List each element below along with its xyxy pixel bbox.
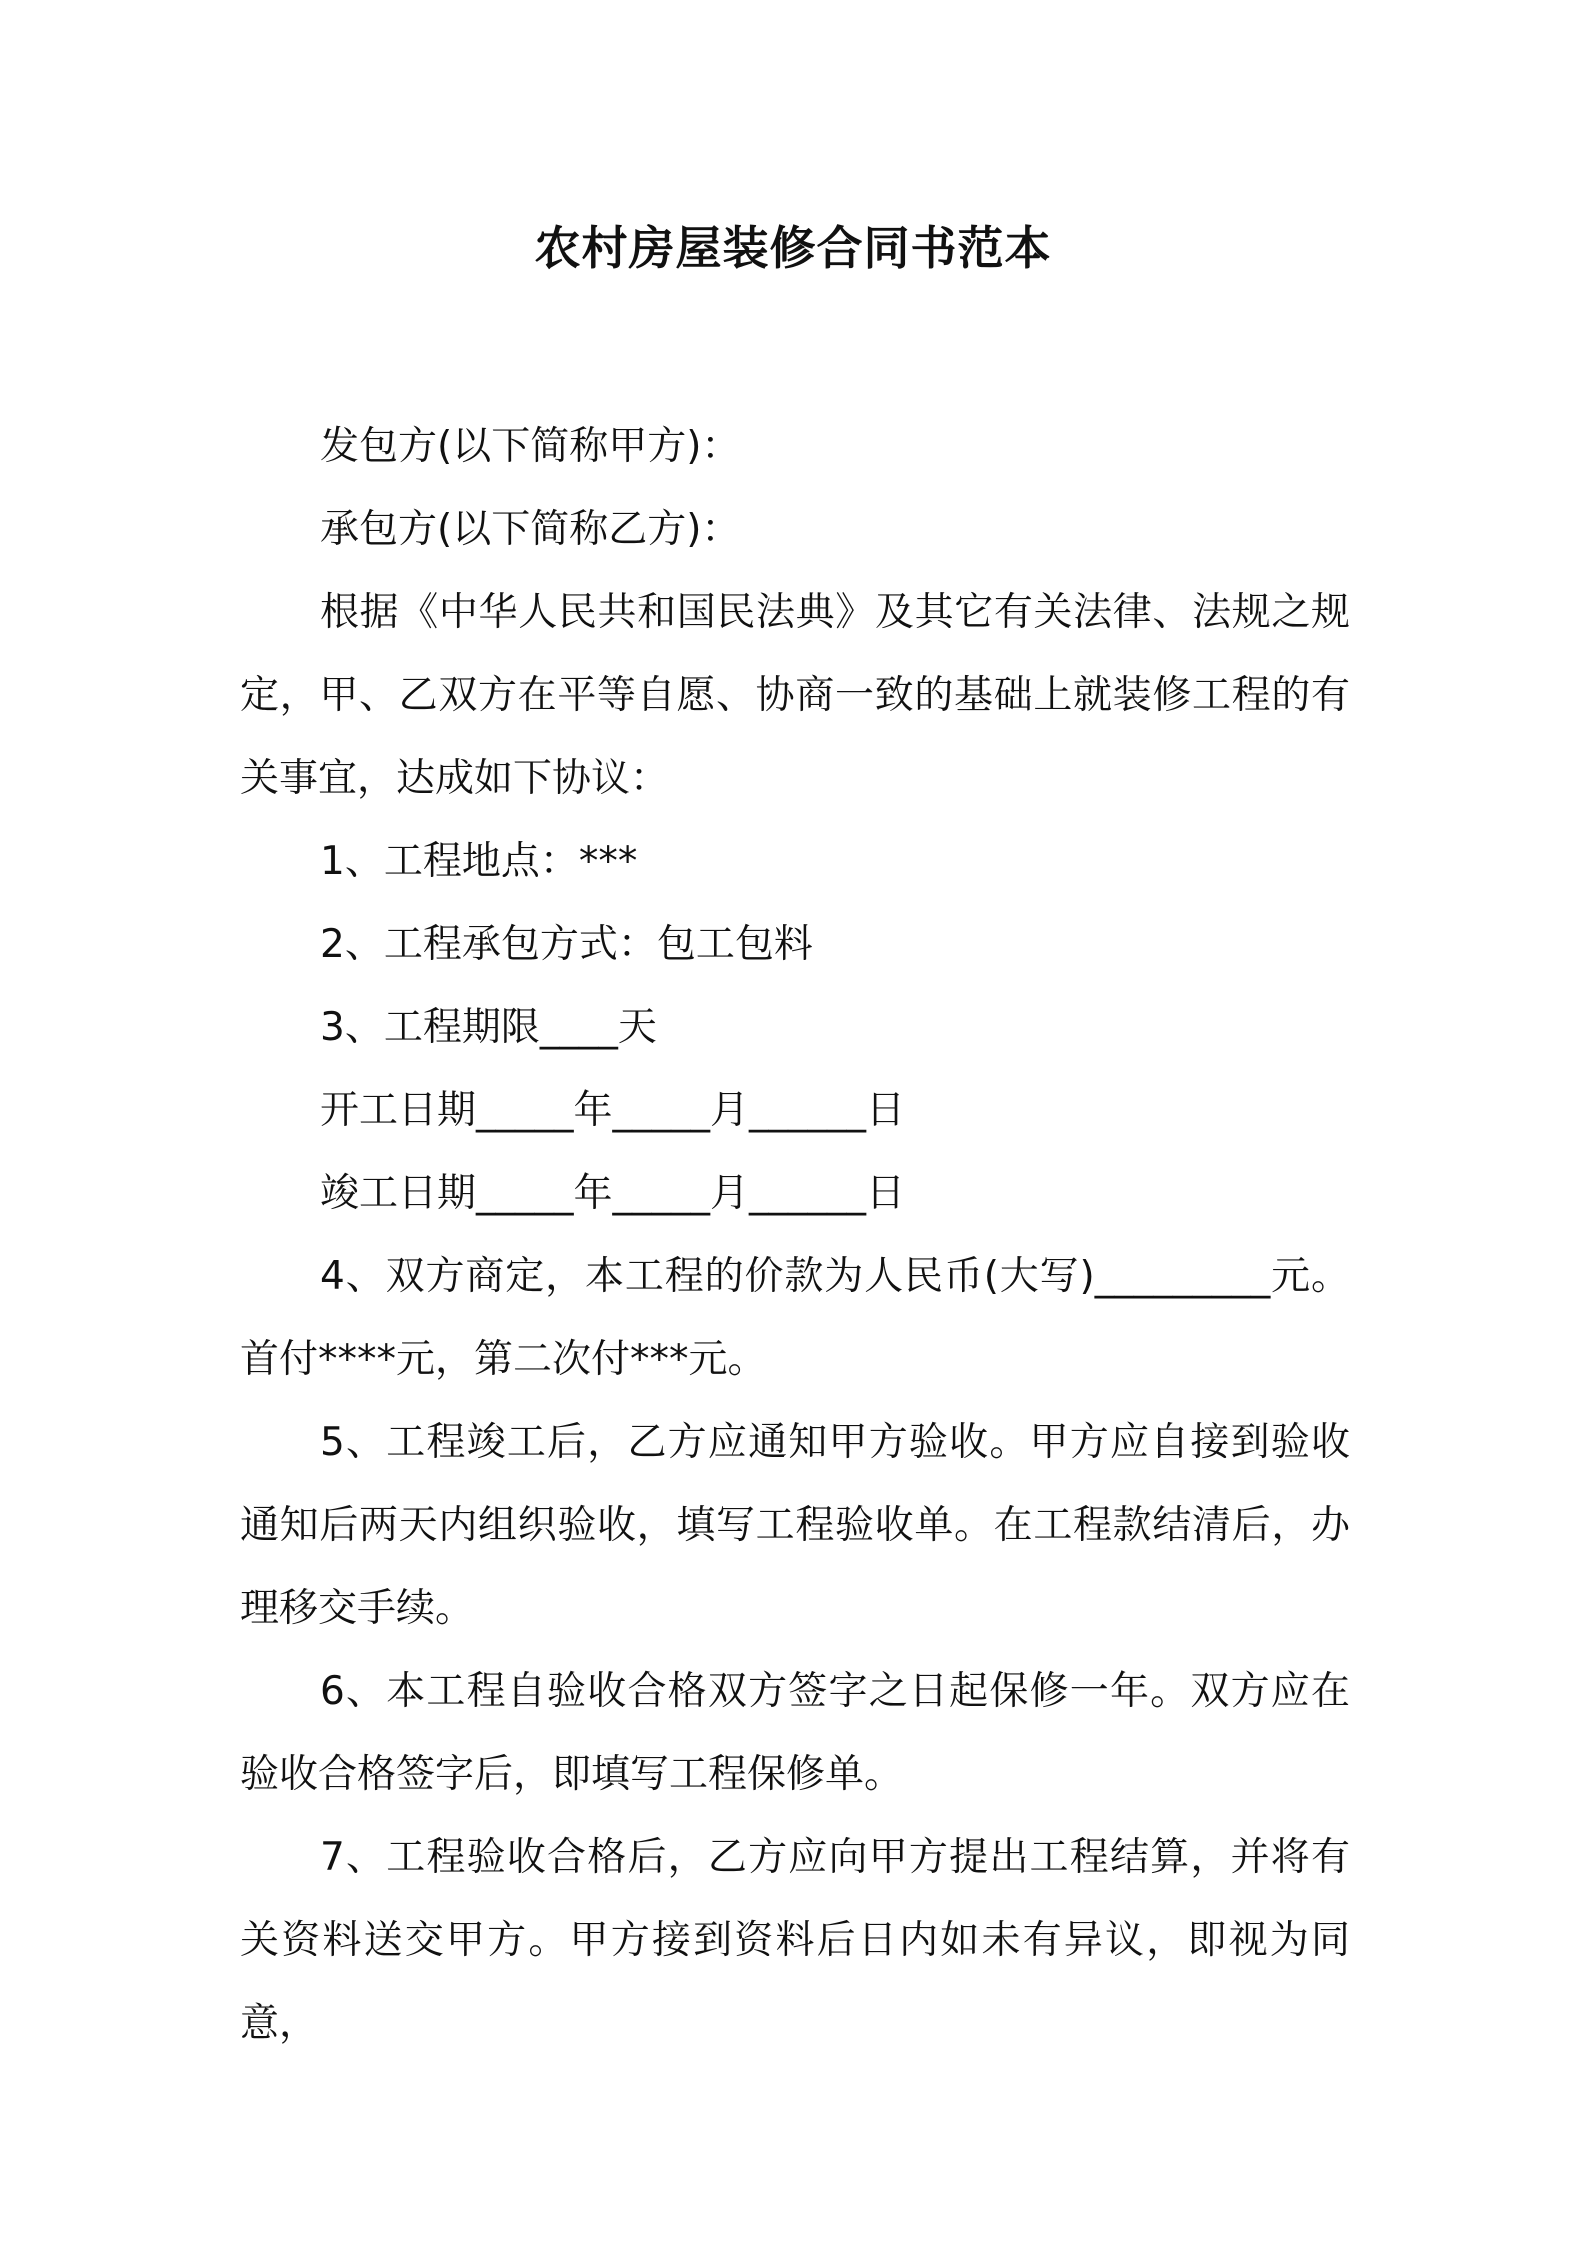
clause-1: 1、工程地点：***	[320, 839, 638, 884]
document-title: 农村房屋装修合同书范本	[534, 221, 1052, 275]
clause-3: 3、工程期限____天	[320, 1005, 657, 1050]
preamble-paragraph: 根据《中华人民共和国民法典》及其它有关法律、法规之规定，甲、乙双方在平等自愿、协商一致的基础上就装修工程的有关事宜，达成如下协议：	[240, 590, 1350, 801]
clause-2: 2、工程承包方式：包工包料	[320, 922, 813, 967]
clause-4: 4、双方商定，本工程的价款为人民币(大写)_________元。首付****元，第二次付***元。	[240, 1254, 1350, 1382]
start-date-line: 开工日期_____年_____月______日	[320, 1088, 906, 1133]
clause-5: 5、工程竣工后，乙方应通知甲方验收。甲方应自接到验收通知后两天内组织验收，填写工程验收单。在工程款结清后，办理移交手续。	[240, 1420, 1350, 1631]
end-date-line: 竣工日期_____年_____月______日	[320, 1171, 906, 1216]
document-body	[240, 405, 1350, 2065]
party-b-line: 承包方(以下简称乙方)：	[320, 507, 741, 552]
party-a-line: 发包方(以下简称甲方)：	[320, 424, 741, 469]
clause-7: 7、工程验收合格后，乙方应向甲方提出工程结算，并将有关资料送交甲方。甲方接到资料后日内如未有异议，即视为同意，	[240, 1835, 1350, 2046]
clause-6: 6、本工程自验收合格双方签字之日起保修一年。双方应在验收合格签字后，即填写工程保修单。	[240, 1669, 1350, 1797]
